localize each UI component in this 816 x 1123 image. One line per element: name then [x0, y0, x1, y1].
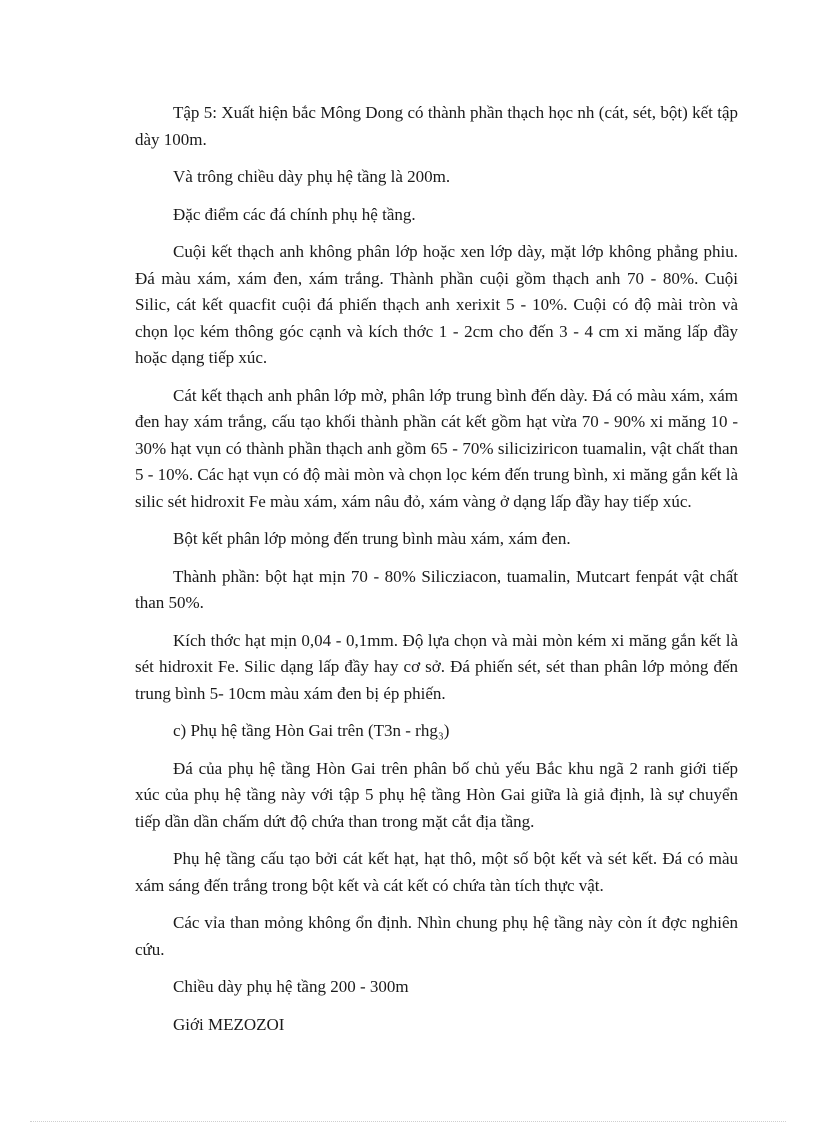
paragraph: Các vỉa than mỏng không ổn định. Nhìn chung phụ hệ tầng này còn ít đợc nghiên cứu.	[135, 913, 738, 959]
paragraph: Đặc điểm các đá chính phụ hệ tầng.	[173, 204, 416, 224]
section-heading: c) Phụ hệ tầng Hòn Gai trên (T3n - rhg₃)	[173, 721, 450, 740]
document-body	[135, 100, 738, 1049]
paragraph: Giới MEZOZOI	[173, 1014, 285, 1034]
page-bottom-divider	[30, 1121, 786, 1122]
paragraph: Phụ hệ tầng cấu tạo bởi cát kết hạt, hạt thô, một số bột kết và sét kết. Đá có màu xám sáng đến trắng trong bột kết và cát kết có chứa tàn tích thực vật.	[135, 849, 738, 895]
paragraph: Và trông chiều dày phụ hệ tầng là 200m.	[173, 167, 451, 186]
paragraph: Cuội kết thạch anh không phân lớp hoặc xen lớp dày, mặt lớp không phẳng phiu. Đá màu xám, xám đen, xám trắng. Thành phần cuội gồm thạch anh 70 - 80%. Cuội Silic, cát kết quacfit cuội đá phiến thạch anh xerixit 5 - 10%. Cuội có độ mài tròn và chọn lọc kém thông góc cạnh và kích thớc 1 - 2cm cho đến 3 - 4 cm xi măng lấp đầy hoặc dạng tiếp xúc.	[135, 242, 738, 367]
paragraph: Đá của phụ hệ tầng Hòn Gai trên phân bố chủ yếu Bắc khu ngã 2 ranh giới tiếp xúc của phụ hệ tầng này với tập 5 phụ hệ tầng Hòn Gai giữa là giả định, là sự chuyển tiếp dần dần chấm dứt độ chứa than trong mặt cắt địa tầng.	[135, 758, 738, 831]
paragraph: Cát kết thạch anh phân lớp mờ, phân lớp trung bình đến dày. Đá có màu xám, xám đen hay xám trắng, cấu tạo khối thành phần cát kết gồm hạt vừa 70 - 90% xi măng 10 - 30% hạt vụn có thành phần thạch anh gồm 65 - 70% siliciziricon tuamalin, vật chất than 5 - 10%. Các hạt vụn có độ mài mòn và chọn lọc kém đến trung bình, xi măng gắn kết là silic sét hidroxit Fe màu xám, xám nâu đỏ, xám vàng ở dạng lấp đầy hay tiếp xúc.	[135, 385, 738, 511]
paragraph: Thành phần: bột hạt mịn 70 - 80% Silicziacon, tuamalin, Mutcart fenpát vật chất than 50%.	[135, 566, 738, 612]
paragraph: Tập 5: Xuất hiện bắc Mông Dong có thành phần thạch học nh (cát, sét, bột) kết tập dày 100m.	[135, 103, 738, 149]
paragraph: Kích thớc hạt mịn 0,04 - 0,1mm. Độ lựa chọn và mài mòn kém xi măng gắn kết là sét hidroxit Fe. Silic dạng lấp đầy hay cơ sở. Đá phiến sét, sét than phân lớp mỏng đến trung bình 5- 10cm màu xám đen bị ép phiến.	[135, 630, 738, 703]
paragraph: Chiều dày phụ hệ tầng 200 - 300m	[173, 977, 409, 996]
paragraph: Bột kết phân lớp mỏng đến trung bình màu xám, xám đen.	[173, 529, 571, 548]
